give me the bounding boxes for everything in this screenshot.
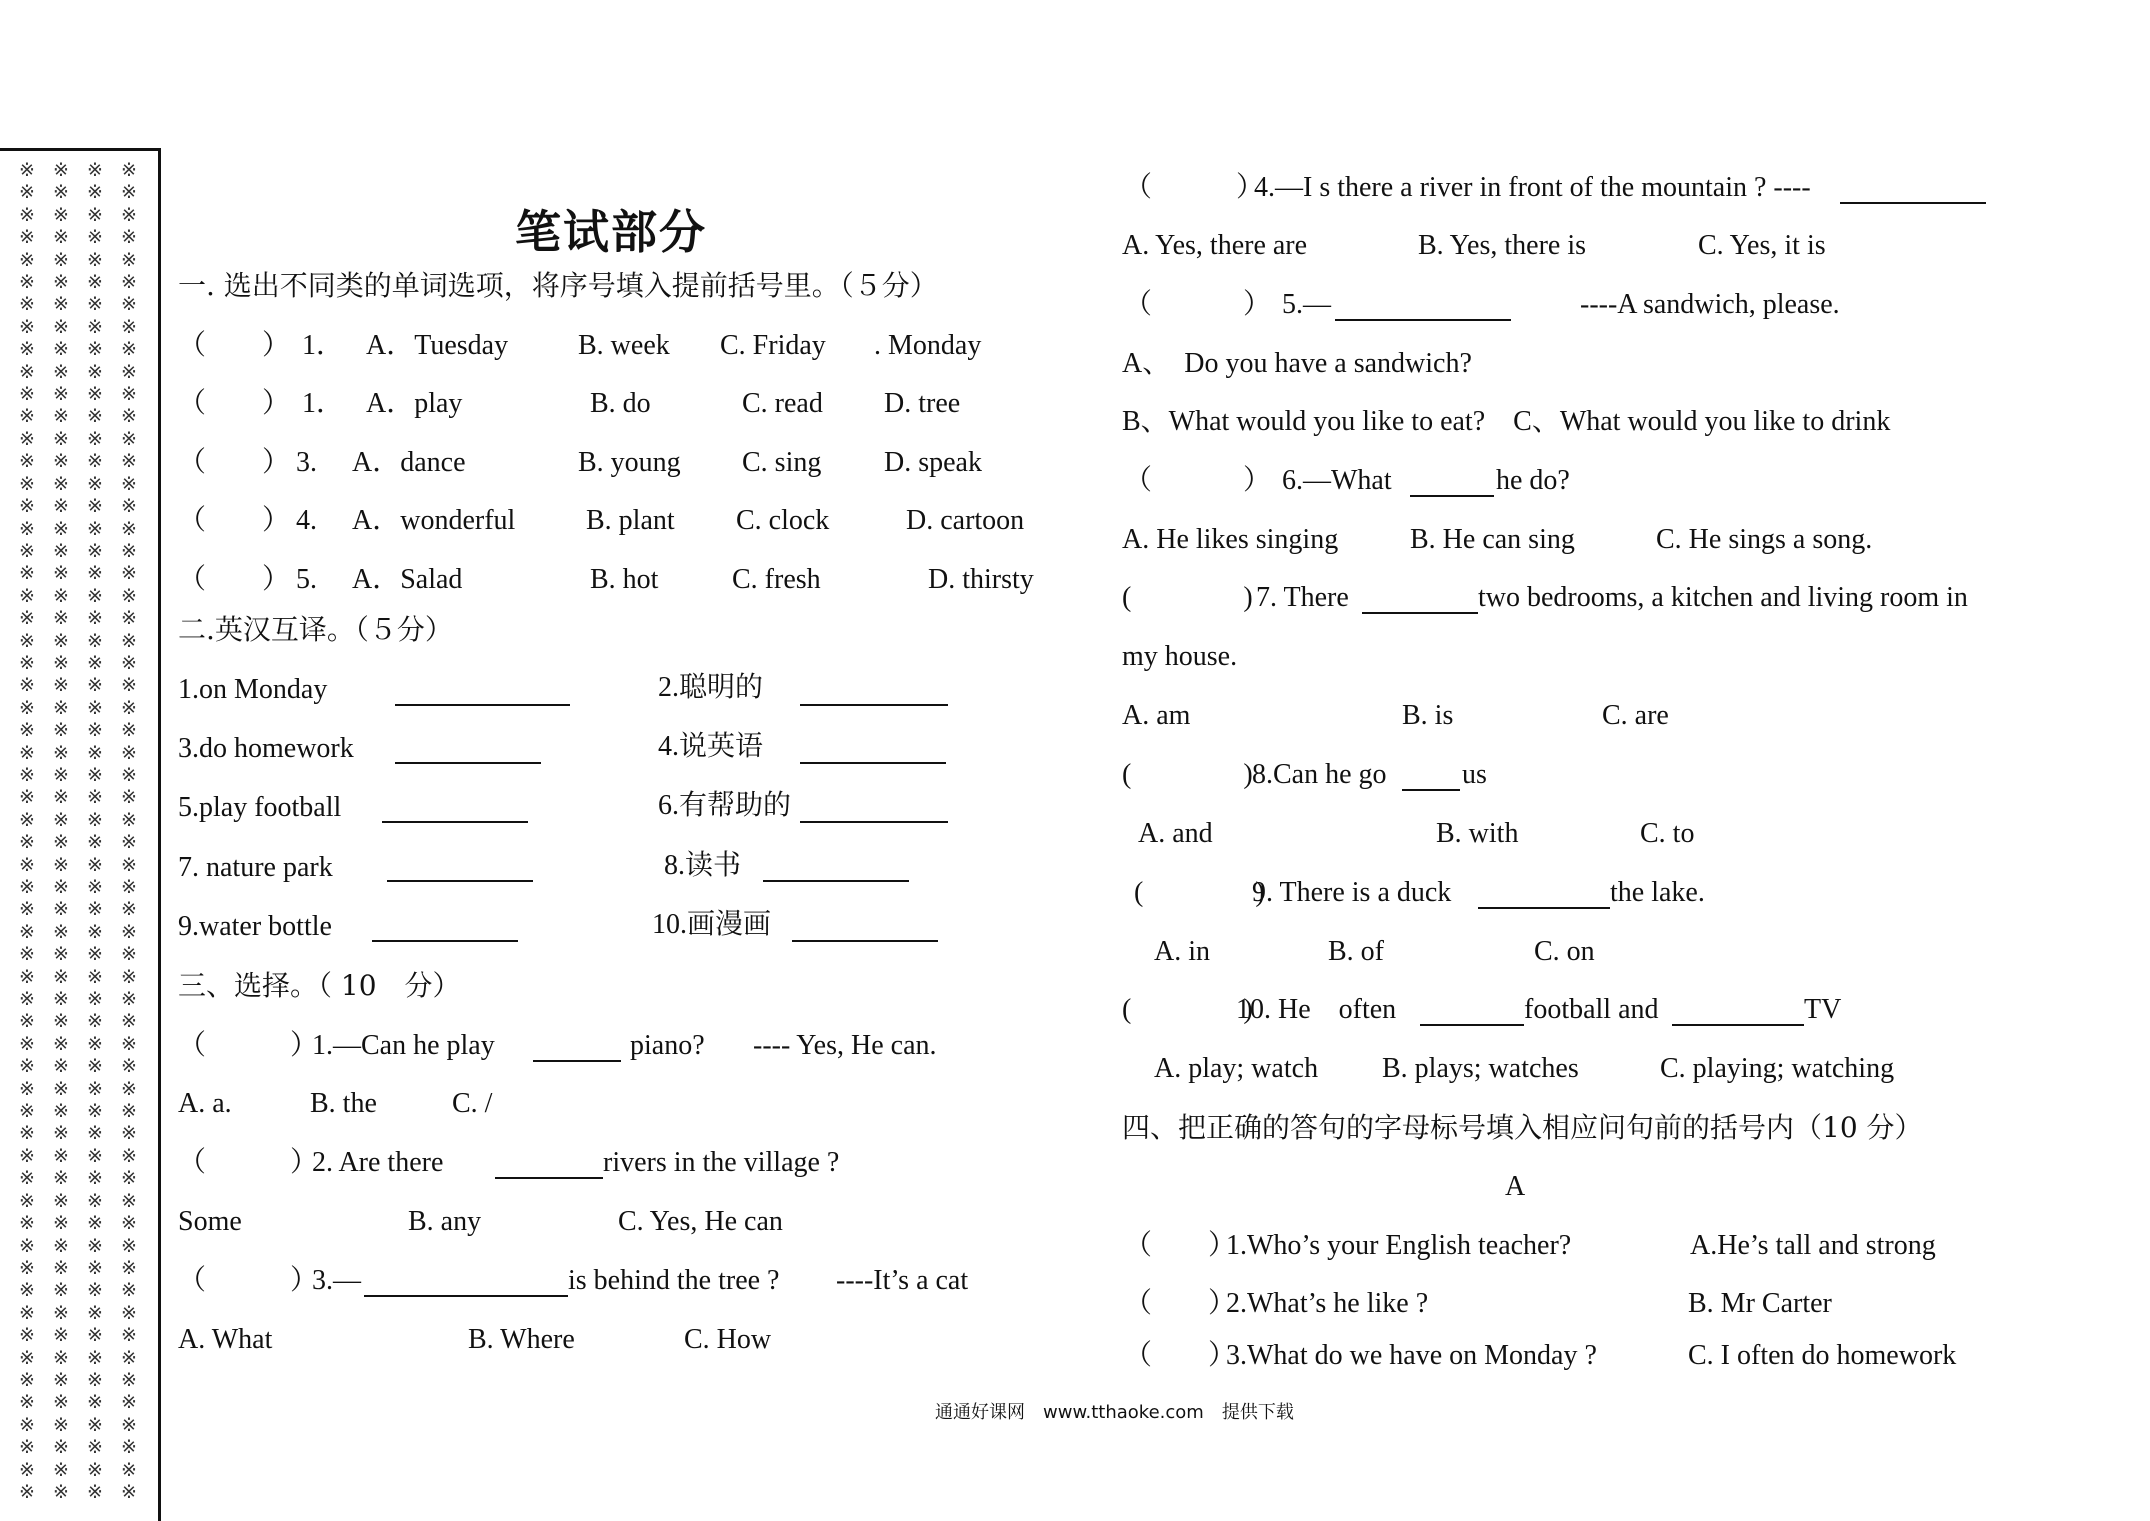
option: C. He sings a song.	[1656, 524, 1873, 555]
answer-paren[interactable]: （ ）	[1124, 1340, 1237, 1371]
option: C. How	[684, 1324, 772, 1355]
border-pattern-column: ※ ※ ※ ※ ※ ※ ※ ※ ※ ※ ※ ※ ※ ※ ※ ※ ※ ※ ※ ※ ※ ※ ※ ※ ※ ※ ※ ※ ※ ※ ※ ※ ※ ※ ※ ※ ※ ※ ※ ※ ※ ※ ※ ※ ※ ※ ※ ※ ※ ※ ※ ※ ※ ※ ※ ※ ※ ※ ※ ※	[87, 159, 103, 1503]
option-c: C. Friday	[720, 330, 826, 361]
option-d: D. cartoon	[906, 505, 1025, 536]
option-a: A．play	[366, 388, 463, 419]
option-b: B. week	[578, 330, 670, 361]
match-answer: B. Mr Carter	[1688, 1288, 1832, 1319]
question-stem: 9. There is a duck	[1252, 877, 1452, 908]
translation-item: 4.说英语	[658, 731, 764, 762]
option: A. Yes, there are	[1122, 230, 1308, 261]
footer-credit: 通通好课网 www.tthaoke.com 提供下载	[935, 1402, 1294, 1423]
question-stem: is behind the tree ?	[568, 1265, 780, 1296]
answer-paren[interactable]: （ ）	[1124, 289, 1272, 320]
question-stem: my house.	[1122, 641, 1238, 672]
answer-paren[interactable]: ( )	[1134, 877, 1265, 908]
section-2-heading: 二.英汉互译。（５分）	[178, 613, 453, 646]
answer-blank[interactable]	[395, 704, 570, 706]
option: A. a.	[178, 1088, 232, 1119]
question-stem: 1.—Can he play	[312, 1030, 495, 1061]
answer-blank[interactable]	[395, 762, 541, 764]
question-stem: two bedrooms, a kitchen and living room in	[1478, 582, 1968, 613]
option-c: C. clock	[736, 505, 830, 536]
question-reply: ---- Yes, He can.	[753, 1030, 937, 1061]
option: A. What	[178, 1324, 273, 1355]
option: A. in	[1154, 936, 1210, 967]
answer-blank[interactable]	[495, 1177, 603, 1179]
answer-paren[interactable]: （ ）	[178, 447, 291, 478]
option-d: D. tree	[884, 388, 961, 419]
option-a: A．Salad	[352, 564, 463, 595]
option-c: C. sing	[742, 447, 822, 478]
question-reply: ----A sandwich, please.	[1580, 289, 1840, 320]
question-number: 1．	[302, 388, 345, 419]
question-stem: 7. There	[1256, 582, 1349, 613]
question-stem: 8.Can he go	[1252, 759, 1387, 790]
option: B. He can sing	[1410, 524, 1575, 555]
answer-paren[interactable]: （ ）	[178, 1265, 319, 1296]
option-c: C. read	[742, 388, 823, 419]
option: C. on	[1534, 936, 1595, 967]
match-question: 1.Who’s your English teacher?	[1226, 1230, 1572, 1261]
question-number: 3.	[296, 447, 317, 478]
answer-paren[interactable]: ( )	[1122, 582, 1253, 613]
answer-paren[interactable]: （ ）	[178, 564, 291, 595]
question-stem: 2. Are there	[312, 1147, 444, 1178]
answer-paren[interactable]: （ ）	[178, 388, 291, 419]
answer-paren[interactable]: ( )	[1122, 759, 1253, 790]
answer-blank[interactable]	[1362, 612, 1478, 614]
answer-paren[interactable]: （ ）	[1124, 172, 1265, 203]
answer-paren[interactable]: （ ）	[178, 330, 291, 361]
option: B. Yes, there is	[1418, 230, 1587, 261]
answer-blank[interactable]	[1672, 1024, 1804, 1026]
answer-blank[interactable]	[387, 880, 533, 882]
option-b: B. do	[590, 388, 651, 419]
translation-item: 8.读书	[664, 850, 742, 881]
option-d: D. thirsty	[928, 564, 1034, 595]
border-pattern-column: ※ ※ ※ ※ ※ ※ ※ ※ ※ ※ ※ ※ ※ ※ ※ ※ ※ ※ ※ ※ ※ ※ ※ ※ ※ ※ ※ ※ ※ ※ ※ ※ ※ ※ ※ ※ ※ ※ ※ ※ ※ ※ ※ ※ ※ ※ ※ ※ ※ ※ ※ ※ ※ ※ ※ ※ ※ ※ ※ ※	[19, 159, 35, 1503]
translation-item: 1.on Monday	[178, 674, 328, 705]
question-stem: the lake.	[1610, 877, 1705, 908]
answer-paren[interactable]: （ ）	[178, 505, 291, 536]
answer-blank[interactable]	[1410, 495, 1494, 497]
translation-item: 5.play football	[178, 792, 342, 823]
option-c: C. fresh	[732, 564, 821, 595]
answer-paren[interactable]: （ ）	[178, 1147, 319, 1178]
option: A. He likes singing	[1122, 524, 1339, 555]
translation-item: 6.有帮助的	[658, 790, 792, 821]
question-stem: rivers in the village ?	[603, 1147, 840, 1178]
decorative-border-strip	[0, 148, 161, 1521]
option: B. is	[1402, 700, 1454, 731]
option-a: A．dance	[352, 447, 466, 478]
answer-blank[interactable]	[800, 762, 946, 764]
option-a: A．Tuesday	[366, 330, 509, 361]
option: A. am	[1122, 700, 1191, 731]
question-stem: 6.—What	[1282, 465, 1392, 496]
option-b: B. plant	[586, 505, 675, 536]
option: C. /	[452, 1088, 493, 1119]
translation-item: 10.画漫画	[652, 909, 772, 940]
answer-blank[interactable]	[1478, 907, 1610, 909]
question-stem: he do?	[1496, 465, 1570, 496]
answer-paren[interactable]: （ ）	[178, 1030, 319, 1061]
section-3-heading: 三、选择。（ 10 分）	[178, 969, 461, 1002]
option: B. with	[1436, 818, 1519, 849]
answer-blank[interactable]	[372, 940, 518, 942]
translation-item: 2.聪明的	[658, 672, 764, 703]
answer-blank[interactable]	[382, 821, 528, 823]
option: C. to	[1640, 818, 1695, 849]
option: B. Where	[468, 1324, 575, 1355]
question-stem: us	[1462, 759, 1487, 790]
question-number: 4.	[296, 505, 317, 536]
match-answer: C. I often do homework	[1688, 1340, 1957, 1371]
answer-blank[interactable]	[364, 1295, 568, 1297]
answer-blank[interactable]	[763, 880, 909, 882]
option: C. playing; watching	[1660, 1053, 1895, 1084]
option: C. are	[1602, 700, 1669, 731]
translation-item: 3.do homework	[178, 733, 354, 764]
question-number: 5.	[296, 564, 317, 595]
answer-paren[interactable]: ( )	[1122, 994, 1253, 1025]
match-answer: A.He’s tall and strong	[1690, 1230, 1936, 1261]
option: A、 Do you have a sandwich?	[1122, 348, 1472, 379]
answer-blank[interactable]	[800, 704, 948, 706]
border-pattern-column: ※ ※ ※ ※ ※ ※ ※ ※ ※ ※ ※ ※ ※ ※ ※ ※ ※ ※ ※ ※ ※ ※ ※ ※ ※ ※ ※ ※ ※ ※ ※ ※ ※ ※ ※ ※ ※ ※ ※ ※ ※ ※ ※ ※ ※ ※ ※ ※ ※ ※ ※ ※ ※ ※ ※ ※ ※ ※ ※ ※	[53, 159, 69, 1503]
option: B、What would you like to eat? C、What would you like to drink	[1122, 406, 1891, 437]
translation-item: 9.water bottle	[178, 911, 332, 942]
page-title: 笔试部分	[515, 205, 707, 259]
option: B. any	[408, 1206, 482, 1237]
match-question: 2.What’s he like ?	[1226, 1288, 1429, 1319]
option-b: B. young	[578, 447, 681, 478]
answer-blank[interactable]	[1335, 319, 1511, 321]
question-number: 1．	[302, 330, 345, 361]
question-stem: 4.—I s there a river in front of the mountain ? ----	[1254, 172, 1811, 203]
option: C. Yes, He can	[618, 1206, 783, 1237]
answer-blank[interactable]	[1840, 202, 1986, 204]
option-b: B. hot	[590, 564, 659, 595]
match-question: 3.What do we have on Monday ?	[1226, 1340, 1597, 1371]
section-1-heading: 一. 选出不同类的单词选项，将序号填入提前括号里。（５分）	[178, 269, 938, 302]
answer-blank[interactable]	[800, 821, 948, 823]
option: B. the	[310, 1088, 377, 1119]
question-reply: ----It’s a cat	[836, 1265, 969, 1296]
option: B. of	[1328, 936, 1384, 967]
option: B. plays; watches	[1382, 1053, 1579, 1084]
option: C. Yes, it is	[1698, 230, 1826, 261]
option-d: . Monday	[874, 330, 982, 361]
question-stem: piano?	[630, 1030, 705, 1061]
answer-paren[interactable]: （ ）	[1124, 1230, 1237, 1261]
answer-paren[interactable]: （ ）	[1124, 1288, 1237, 1319]
question-stem: 3.—	[312, 1265, 361, 1296]
option: A. play; watch	[1154, 1053, 1319, 1084]
translation-item: 7. nature park	[178, 852, 333, 883]
question-stem: TV	[1804, 994, 1842, 1025]
column-label: A	[1505, 1171, 1526, 1202]
option: Some	[178, 1206, 242, 1237]
answer-blank[interactable]	[792, 940, 938, 942]
section-4-heading: 四、把正确的答句的字母标号填入相应问句前的括号内（10 分）	[1122, 1111, 1923, 1144]
border-pattern-column: ※ ※ ※ ※ ※ ※ ※ ※ ※ ※ ※ ※ ※ ※ ※ ※ ※ ※ ※ ※ ※ ※ ※ ※ ※ ※ ※ ※ ※ ※ ※ ※ ※ ※ ※ ※ ※ ※ ※ ※ ※ ※ ※ ※ ※ ※ ※ ※ ※ ※ ※ ※ ※ ※ ※ ※ ※ ※ ※ ※	[121, 159, 137, 1503]
option-a: A．wonderful	[352, 505, 516, 536]
option: A. and	[1138, 818, 1213, 849]
answer-blank[interactable]	[1402, 789, 1460, 791]
question-stem: football and	[1524, 994, 1659, 1025]
question-stem: 10. He often	[1236, 994, 1397, 1025]
answer-paren[interactable]: （ ）	[1124, 465, 1272, 496]
answer-blank[interactable]	[533, 1060, 621, 1062]
question-stem: 5.—	[1282, 289, 1331, 320]
option-d: D. speak	[884, 447, 982, 478]
answer-blank[interactable]	[1420, 1024, 1524, 1026]
